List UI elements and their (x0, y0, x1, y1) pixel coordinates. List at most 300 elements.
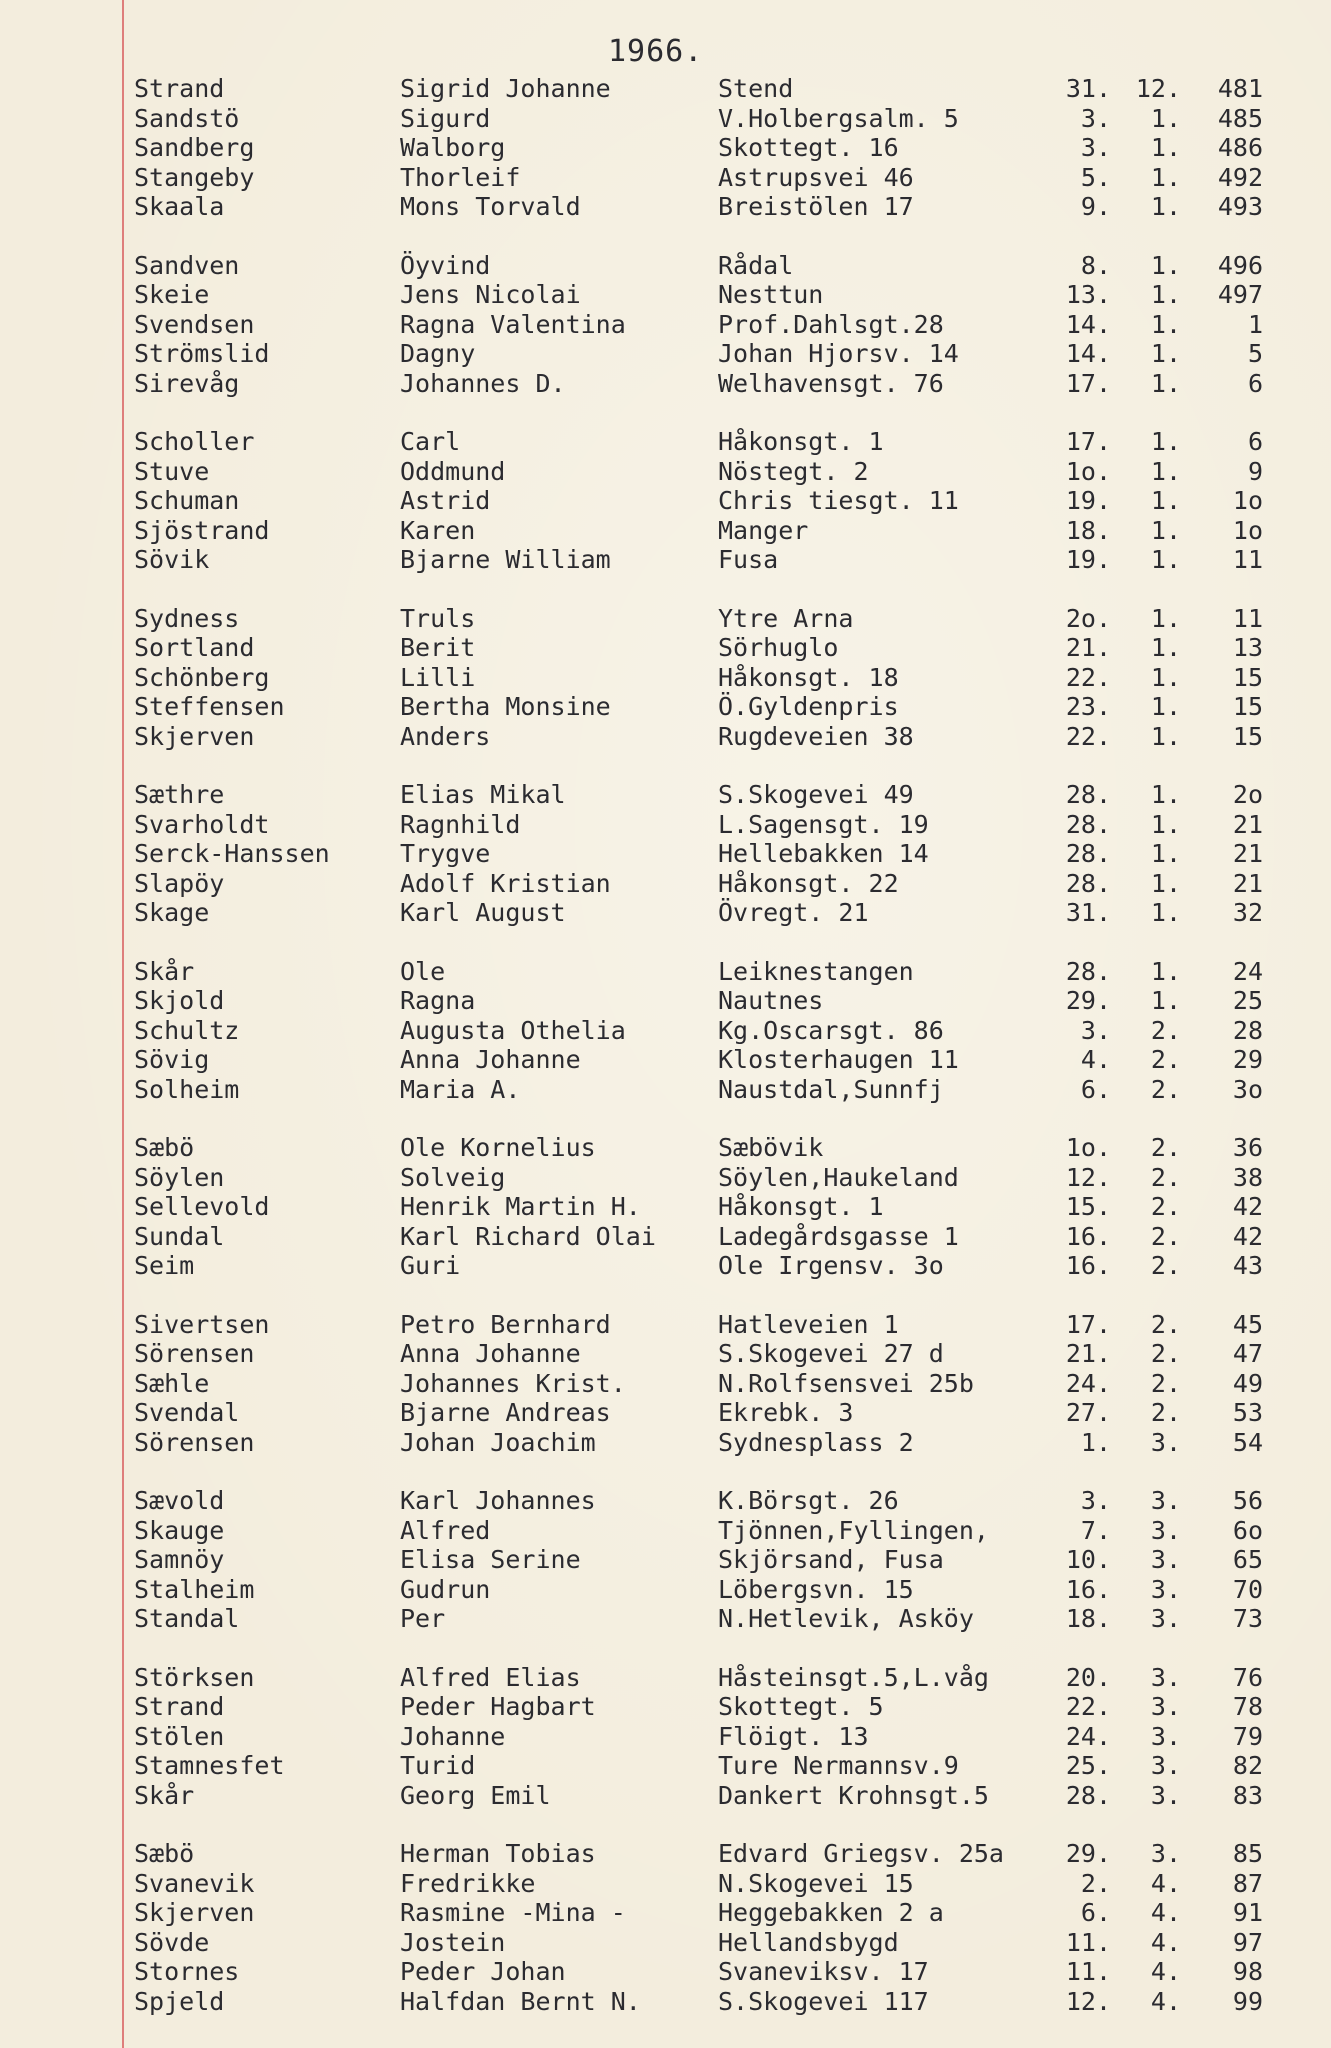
entry-surname: Strand (134, 1692, 225, 1721)
entry-given-names: Petro Bernhard (400, 1309, 611, 1339)
entry-day: 22. (1065, 721, 1111, 751)
entry-given-names: Herman Tobias (400, 1839, 596, 1868)
entry-month: 4. (1150, 1927, 1181, 1957)
entry-given-names: Alfred Elias (400, 1662, 581, 1692)
entry-number: 29 (1232, 1045, 1263, 1074)
entry-day: 7. (1080, 1515, 1111, 1545)
entry-address: Manger (718, 515, 809, 545)
entry-day: 19. (1065, 486, 1111, 515)
entry-given-names: Peder Johan (400, 1957, 566, 1986)
entry-day: 12. (1065, 1162, 1111, 1192)
entry-given-names: Truls (400, 603, 476, 633)
entry-number: 78 (1232, 1692, 1263, 1721)
entry-surname: Seim (134, 1251, 195, 1280)
entry-day: 12. (1065, 1986, 1111, 2016)
entry-surname: Solheim (134, 1074, 240, 1104)
entry-month: 3. (1150, 1662, 1181, 1692)
entry-address: Rådal (718, 250, 794, 280)
entry-address: Håkonsgt. 22 (718, 868, 899, 898)
register-entry (0, 1751, 1331, 1781)
entry-given-names: Adolf Kristian (400, 868, 611, 898)
entry-day: 4. (1080, 1045, 1111, 1074)
entry-surname: Samnöy (134, 1545, 225, 1574)
entry-given-names: Elisa Serine (400, 1545, 581, 1574)
entry-number: 2o (1232, 780, 1263, 809)
entry-surname: Sæbö (134, 1839, 195, 1868)
entry-address: Ekrebk. 3 (718, 1398, 854, 1427)
entry-day: 3. (1080, 1486, 1111, 1515)
entry-given-names: Walborg (400, 133, 506, 162)
entry-given-names: Ole (400, 956, 446, 986)
entry-address: Håsteinsgt.5,L.våg (718, 1662, 989, 1692)
entry-address: Naustdal,Sunnfj (718, 1074, 944, 1104)
entry-number: 47 (1232, 1339, 1263, 1368)
entry-group (0, 604, 1331, 752)
entry-number: 6 (1247, 368, 1263, 398)
entry-surname: Skeie (134, 280, 210, 309)
entry-given-names: Alfred (400, 1515, 491, 1545)
entry-number: 54 (1232, 1427, 1263, 1457)
entry-number: 1o (1232, 515, 1263, 545)
entry-day: 24. (1065, 1368, 1111, 1398)
entry-given-names: Peder Hagbart (400, 1692, 596, 1721)
entry-given-names: Jostein (400, 1927, 506, 1957)
register-entry (0, 1957, 1331, 1987)
entry-number: 53 (1232, 1398, 1263, 1427)
entry-given-names: Bertha Monsine (400, 692, 611, 721)
entry-address: Nesttun (718, 280, 824, 309)
entry-address: Håkonsgt. 18 (718, 662, 899, 692)
entry-surname: Störksen (134, 1662, 255, 1692)
entry-given-names: Karl Johannes (400, 1486, 596, 1515)
register-entry (0, 1486, 1331, 1516)
entry-month: 2. (1150, 1339, 1181, 1368)
register-entry (0, 1133, 1331, 1163)
entry-month: 1. (1150, 809, 1181, 839)
entry-address: S.Skogevei 49 (718, 780, 914, 809)
register-entry (0, 192, 1331, 222)
entry-month: 3. (1150, 1839, 1181, 1868)
entry-number: 15 (1232, 692, 1263, 721)
entry-address: N.Hetlevik, Asköy (718, 1604, 974, 1633)
entry-given-names: Trygve (400, 839, 491, 868)
entry-month: 2. (1150, 1251, 1181, 1280)
entry-day: 18. (1065, 515, 1111, 545)
entry-surname: Skjerven (134, 721, 255, 751)
entry-month: 3. (1150, 1780, 1181, 1810)
entry-day: 28. (1065, 839, 1111, 868)
entry-number: 79 (1232, 1721, 1263, 1751)
entry-address: Skottegt. 5 (718, 1692, 884, 1721)
entry-given-names: Elias Mikal (400, 780, 566, 809)
entry-address: Heggebakken 2 a (718, 1898, 944, 1927)
entry-day: 14. (1065, 309, 1111, 339)
entry-month: 1. (1150, 633, 1181, 662)
entry-address: L.Sagensgt. 19 (718, 809, 929, 839)
entry-day: 3. (1080, 133, 1111, 162)
register-entry (0, 957, 1331, 987)
entry-surname: Svanevik (134, 1868, 255, 1898)
entry-day: 20. (1065, 1662, 1111, 1692)
entry-day: 29. (1065, 1839, 1111, 1868)
entry-month: 2. (1150, 1045, 1181, 1074)
entry-surname: Söylen (134, 1162, 225, 1192)
entry-day: 24. (1065, 1721, 1111, 1751)
entry-number: 65 (1232, 1545, 1263, 1574)
entry-address: Hellandsbygd (718, 1927, 899, 1957)
entry-surname: Svendal (134, 1398, 240, 1427)
entry-number: 21 (1232, 839, 1263, 868)
register-entry (0, 1016, 1331, 1046)
entry-number: 15 (1232, 662, 1263, 692)
register-entry (0, 1722, 1331, 1752)
entry-month: 1. (1150, 986, 1181, 1015)
entry-group (0, 1133, 1331, 1281)
entry-number: 481 (1217, 74, 1263, 103)
entry-day: 21. (1065, 633, 1111, 662)
entry-address: K.Börsgt. 26 (718, 1486, 899, 1515)
register-entry (0, 133, 1331, 163)
entry-day: 18. (1065, 1604, 1111, 1633)
entry-address: Prof.Dahlsgt.28 (718, 309, 944, 339)
entry-surname: Skjerven (134, 1898, 255, 1927)
register-entry (0, 74, 1331, 104)
entry-day: 1o. (1065, 456, 1111, 486)
entry-number: 496 (1217, 250, 1263, 280)
register-entry (0, 1987, 1331, 2017)
entry-day: 21. (1065, 1339, 1111, 1368)
entry-address: Fusa (718, 545, 779, 574)
entry-surname: Slapöy (134, 868, 225, 898)
register-entry (0, 633, 1331, 663)
entry-number: 56 (1232, 1486, 1263, 1515)
register-entry (0, 1692, 1331, 1722)
entry-address: Ladegårdsgasse 1 (718, 1221, 959, 1251)
register-entry (0, 1869, 1331, 1899)
entry-surname: Stalheim (134, 1574, 255, 1604)
entry-surname: Skauge (134, 1515, 225, 1545)
entry-month: 2. (1150, 1398, 1181, 1427)
register-entry (0, 1545, 1331, 1575)
entry-given-names: Karl Richard Olai (400, 1221, 656, 1251)
entry-month: 2. (1150, 1133, 1181, 1162)
entry-day: 11. (1065, 1957, 1111, 1986)
register-entry (0, 1898, 1331, 1928)
entry-surname: Sortland (134, 633, 255, 662)
register-entry (0, 163, 1331, 193)
entry-group (0, 1839, 1331, 2016)
entry-day: 14. (1065, 339, 1111, 368)
entry-month: 3. (1150, 1604, 1181, 1633)
entry-day: 2o. (1065, 603, 1111, 633)
register-entry (0, 1428, 1331, 1458)
entry-surname: Sövig (134, 1045, 210, 1074)
entry-number: 32 (1232, 898, 1263, 927)
entry-day: 1. (1080, 1427, 1111, 1457)
entry-month: 1. (1150, 839, 1181, 868)
entry-group (0, 74, 1331, 222)
entry-day: 3. (1080, 1015, 1111, 1045)
entry-month: 1. (1150, 339, 1181, 368)
entry-month: 4. (1150, 1898, 1181, 1927)
entry-surname: Spjeld (134, 1986, 225, 2016)
entry-address: Ture Nermannsv.9 (718, 1751, 959, 1780)
entry-day: 22. (1065, 1692, 1111, 1721)
entry-month: 4. (1150, 1986, 1181, 2016)
entry-number: 28 (1232, 1015, 1263, 1045)
entry-month: 3. (1150, 1751, 1181, 1780)
entry-address: Hatleveien 1 (718, 1309, 899, 1339)
entry-surname: Schultz (134, 1015, 240, 1045)
entry-month: 1. (1150, 427, 1181, 456)
entry-given-names: Ragnhild (400, 809, 521, 839)
entry-day: 28. (1065, 868, 1111, 898)
entry-month: 1. (1150, 721, 1181, 751)
entry-given-names: Augusta Othelia (400, 1015, 626, 1045)
entry-day: 16. (1065, 1251, 1111, 1280)
entry-month: 1. (1150, 133, 1181, 162)
entry-number: 43 (1232, 1251, 1263, 1280)
register-entry (0, 1310, 1331, 1340)
entry-month: 1. (1150, 280, 1181, 309)
entry-number: 1o (1232, 486, 1263, 515)
entry-address: Flöigt. 13 (718, 1721, 869, 1751)
entry-given-names: Lilli (400, 662, 476, 692)
entry-given-names: Anders (400, 721, 491, 751)
entry-month: 4. (1150, 1868, 1181, 1898)
entry-month: 1. (1150, 309, 1181, 339)
register-entry (0, 1663, 1331, 1693)
entry-number: 70 (1232, 1574, 1263, 1604)
entry-address: N.Skogevei 15 (718, 1868, 914, 1898)
entry-surname: Skage (134, 898, 210, 927)
entry-month: 1. (1150, 545, 1181, 574)
register-entry (0, 1075, 1331, 1105)
entry-day: 22. (1065, 662, 1111, 692)
entry-given-names: Anna Johanne (400, 1045, 581, 1074)
entry-month: 2. (1150, 1221, 1181, 1251)
year-heading: 1966. (608, 34, 704, 69)
entry-number: 11 (1232, 603, 1263, 633)
entry-surname: Schuman (134, 486, 240, 515)
entry-given-names: Solveig (400, 1162, 506, 1192)
entry-number: 42 (1232, 1221, 1263, 1251)
entry-number: 42 (1232, 1192, 1263, 1221)
entry-month: 2. (1150, 1309, 1181, 1339)
entry-surname: Svendsen (134, 309, 255, 339)
entry-number: 83 (1232, 1780, 1263, 1810)
register-entry (0, 1839, 1331, 1869)
entry-surname: Standal (134, 1604, 240, 1633)
entry-number: 15 (1232, 721, 1263, 751)
entry-month: 3. (1150, 1486, 1181, 1515)
entry-address: Svaneviksv. 17 (718, 1957, 929, 1986)
register-entry (0, 1369, 1331, 1399)
entry-surname: Strömslid (134, 339, 270, 368)
register-entry (0, 839, 1331, 869)
entry-number: 6 (1247, 427, 1263, 456)
entry-given-names: Halfdan Bernt N. (400, 1986, 641, 2016)
register-entry (0, 1339, 1331, 1369)
entry-address: S.Skogevei 117 (718, 1986, 929, 2016)
register-entry (0, 516, 1331, 546)
entry-month: 3. (1150, 1427, 1181, 1457)
entry-day: 5. (1080, 162, 1111, 192)
entry-day: 29. (1065, 986, 1111, 1015)
entry-day: 8. (1080, 250, 1111, 280)
entry-address: Edvard Griegsv. 25a (718, 1839, 1004, 1868)
entry-month: 2. (1150, 1192, 1181, 1221)
entry-given-names: Gudrun (400, 1574, 491, 1604)
entry-number: 486 (1217, 133, 1263, 162)
entry-number: 5 (1247, 339, 1263, 368)
entry-address: Breistölen 17 (718, 192, 914, 221)
entry-surname: Sæhle (134, 1368, 210, 1398)
register-entry (0, 339, 1331, 369)
entry-number: 492 (1217, 162, 1263, 192)
entry-given-names: Henrik Martin H. (400, 1192, 641, 1221)
entry-surname: Sörensen (134, 1339, 255, 1368)
register-entry (0, 1575, 1331, 1605)
entry-given-names: Ragna Valentina (400, 309, 626, 339)
entry-address: Chris tiesgt. 11 (718, 486, 959, 515)
entry-given-names: Johannes Krist. (400, 1368, 626, 1398)
entry-address: Sörhuglo (718, 633, 839, 662)
register-entry (0, 457, 1331, 487)
entry-address: Söylen,Haukeland (718, 1162, 959, 1192)
entry-number: 99 (1232, 1986, 1263, 2016)
entry-given-names: Sigrid Johanne (400, 74, 611, 103)
entry-month: 1. (1150, 780, 1181, 809)
register-entry (0, 1928, 1331, 1958)
entry-day: 17. (1065, 427, 1111, 456)
entry-number: 25 (1232, 986, 1263, 1015)
entry-given-names: Turid (400, 1751, 476, 1780)
register-entry (0, 545, 1331, 575)
entry-day: 15. (1065, 1192, 1111, 1221)
entry-surname: Serck-Hanssen (134, 839, 330, 868)
entry-given-names: Öyvind (400, 250, 491, 280)
register-entry (0, 692, 1331, 722)
entry-month: 3. (1150, 1574, 1181, 1604)
entry-month: 1. (1150, 515, 1181, 545)
register-entry (0, 869, 1331, 899)
entry-day: 2. (1080, 1868, 1111, 1898)
register-entry (0, 1222, 1331, 1252)
entry-day: 23. (1065, 692, 1111, 721)
register-entry (0, 310, 1331, 340)
entry-address: Håkonsgt. 1 (718, 1192, 884, 1221)
entry-surname: Svarholdt (134, 809, 270, 839)
entry-number: 6o (1232, 1515, 1263, 1545)
entry-given-names: Fredrikke (400, 1868, 536, 1898)
entry-given-names: Astrid (400, 486, 491, 515)
entry-address: Tjönnen,Fyllingen, (718, 1515, 989, 1545)
entry-surname: Stamnesfet (134, 1751, 285, 1780)
entry-surname: Stölen (134, 1721, 225, 1751)
entry-surname: Sivertsen (134, 1309, 270, 1339)
entry-address: Kg.Oscarsgt. 86 (718, 1015, 944, 1045)
entry-day: 27. (1065, 1398, 1111, 1427)
entry-given-names: Johan Joachim (400, 1427, 596, 1457)
entry-surname: Sandstö (134, 103, 240, 133)
entry-given-names: Rasmine -Mina - (400, 1898, 626, 1927)
entry-surname: Sirevåg (134, 368, 240, 398)
entry-day: 16. (1065, 1574, 1111, 1604)
entry-address: Sæbövik (718, 1133, 824, 1162)
entry-given-names: Guri (400, 1251, 461, 1280)
entry-number: 76 (1232, 1662, 1263, 1692)
entry-month: 2. (1150, 1015, 1181, 1045)
entry-group (0, 780, 1331, 928)
entry-address: Johan Hjorsv. 14 (718, 339, 959, 368)
entry-day: 11. (1065, 1927, 1111, 1957)
entry-address: Leiknestangen (718, 956, 914, 986)
entry-address: Övregt. 21 (718, 898, 869, 927)
entry-month: 1. (1150, 192, 1181, 221)
entry-given-names: Berit (400, 633, 476, 662)
register-entry (0, 780, 1331, 810)
entry-surname: Sörensen (134, 1427, 255, 1457)
entry-number: 87 (1232, 1868, 1263, 1898)
entry-surname: Sjöstrand (134, 515, 270, 545)
entry-number: 98 (1232, 1957, 1263, 1986)
entry-month: 2. (1150, 1368, 1181, 1398)
register-entry (0, 722, 1331, 752)
entry-address: Håkonsgt. 1 (718, 427, 884, 456)
entry-address: Nautnes (718, 986, 824, 1015)
entry-given-names: Bjarne Andreas (400, 1398, 611, 1427)
entry-surname: Sövde (134, 1927, 210, 1957)
entry-address: Ö.Gyldenpris (718, 692, 899, 721)
entry-number: 1 (1247, 309, 1263, 339)
entry-number: 73 (1232, 1604, 1263, 1633)
entry-group (0, 1486, 1331, 1634)
entry-number: 38 (1232, 1162, 1263, 1192)
entry-day: 1o. (1065, 1133, 1111, 1162)
entry-given-names: Georg Emil (400, 1780, 551, 1810)
entry-number: 91 (1232, 1898, 1263, 1927)
entry-surname: Sövik (134, 545, 210, 574)
entry-day: 19. (1065, 545, 1111, 574)
entry-surname: Skaala (134, 192, 225, 221)
entry-surname: Sandberg (134, 133, 255, 162)
entry-month: 3. (1150, 1692, 1181, 1721)
entry-day: 28. (1065, 956, 1111, 986)
register-entry (0, 986, 1331, 1016)
entry-given-names: Bjarne William (400, 545, 611, 574)
entry-address: Astrupsvei 46 (718, 162, 914, 192)
entry-number: 3o (1232, 1074, 1263, 1104)
entry-day: 3. (1080, 103, 1111, 133)
entry-surname: Scholler (134, 427, 255, 456)
entry-month: 1. (1150, 956, 1181, 986)
entry-month: 12. (1135, 74, 1181, 103)
entry-given-names: Johannes D. (400, 368, 566, 398)
entry-given-names: Mons Torvald (400, 192, 581, 221)
entry-surname: Sydness (134, 603, 240, 633)
entry-address: Welhavensgt. 76 (718, 368, 944, 398)
entry-surname: Sævold (134, 1486, 225, 1515)
entry-number: 45 (1232, 1309, 1263, 1339)
register-entry (0, 251, 1331, 281)
entry-day: 6. (1080, 1074, 1111, 1104)
entry-month: 1. (1150, 486, 1181, 515)
entry-address: Dankert Krohnsgt.5 (718, 1780, 989, 1810)
entry-number: 36 (1232, 1133, 1263, 1162)
entry-number: 21 (1232, 809, 1263, 839)
entry-month: 1. (1150, 662, 1181, 692)
